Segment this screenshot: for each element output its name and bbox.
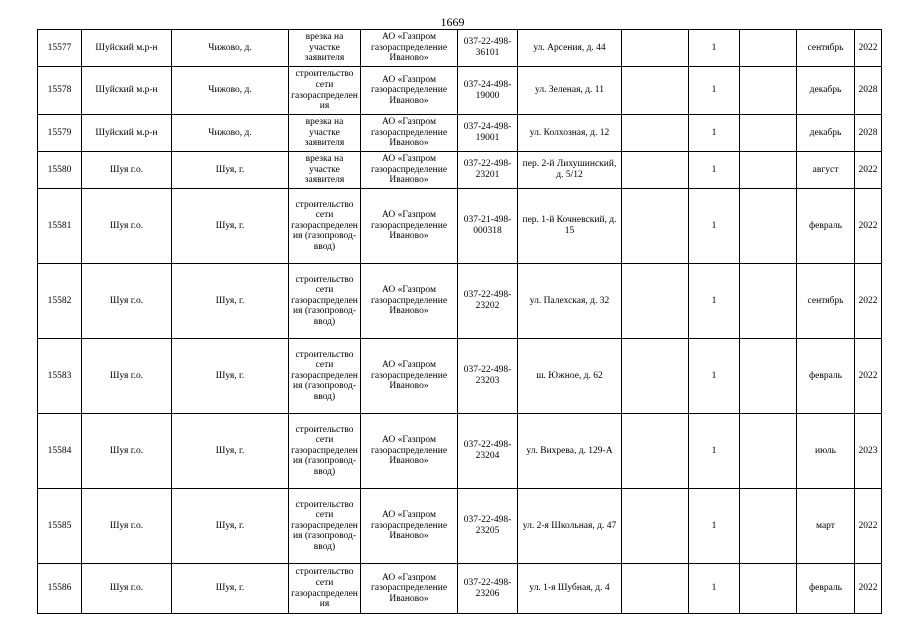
row-number: 15580 xyxy=(38,152,82,189)
row-number: 15585 xyxy=(38,489,82,564)
address-cell: ул. Палехская, д. 32 xyxy=(518,264,622,339)
empty-cell xyxy=(622,152,689,189)
registry-table xyxy=(37,29,882,614)
work-type-cell: строительство сети газораспределения (газопровод-ввод) xyxy=(289,264,361,339)
work-type-cell: строительство сети газораспределения xyxy=(289,564,361,614)
address-cell: ул. Арсения, д. 44 xyxy=(518,30,622,67)
locality-cell: Шуя, г. xyxy=(172,339,289,414)
month-cell: сентябрь xyxy=(797,264,855,339)
locality-cell: Шуя, г. xyxy=(172,414,289,489)
locality-cell: Шуя, г. xyxy=(172,564,289,614)
table-row xyxy=(38,67,882,115)
empty-cell xyxy=(622,30,689,67)
empty-cell xyxy=(740,67,797,115)
row-number: 15586 xyxy=(38,564,82,614)
year-cell: 2023 xyxy=(855,414,882,489)
empty-cell xyxy=(740,489,797,564)
empty-cell xyxy=(740,189,797,264)
year-cell: 2022 xyxy=(855,152,882,189)
address-cell: ул. Вихрева, д. 129-А xyxy=(518,414,622,489)
empty-cell xyxy=(740,339,797,414)
table-row xyxy=(38,414,882,489)
row-number: 15583 xyxy=(38,339,82,414)
address-cell: ш. Южное, д. 62 xyxy=(518,339,622,414)
code-cell: 037-24-498-19000 xyxy=(458,67,518,115)
table-row xyxy=(38,564,882,614)
month-cell: декабрь xyxy=(797,115,855,152)
organization-cell: АО «Газпром газораспределение Иваново» xyxy=(361,30,458,67)
district-cell: Шуя г.о. xyxy=(82,414,172,489)
year-cell: 2028 xyxy=(855,67,882,115)
page-number: 1669 xyxy=(440,15,465,29)
empty-cell xyxy=(622,414,689,489)
code-cell: 037-21-498-000318 xyxy=(458,189,518,264)
work-type-cell: врезка на участке заявителя xyxy=(289,152,361,189)
year-cell: 2028 xyxy=(855,115,882,152)
address-cell: пер. 2-й Лихушинский, д. 5/12 xyxy=(518,152,622,189)
district-cell: Шуя г.о. xyxy=(82,489,172,564)
code-cell: 037-22-498-23203 xyxy=(458,339,518,414)
code-cell: 037-22-498-23206 xyxy=(458,564,518,614)
locality-cell: Шуя, г. xyxy=(172,489,289,564)
code-cell: 037-22-498-36101 xyxy=(458,30,518,67)
row-number: 15584 xyxy=(38,414,82,489)
address-cell: ул. 1-я Шубная, д. 4 xyxy=(518,564,622,614)
empty-cell xyxy=(740,30,797,67)
district-cell: Шуя г.о. xyxy=(82,189,172,264)
district-cell: Шуя г.о. xyxy=(82,564,172,614)
address-cell: ул. Колхозная, д. 12 xyxy=(518,115,622,152)
row-number: 15579 xyxy=(38,115,82,152)
work-type-cell: врезка на участке заявителя xyxy=(289,30,361,67)
table-body xyxy=(38,30,882,614)
district-cell: Шуя г.о. xyxy=(82,264,172,339)
organization-cell: АО «Газпром газораспределение Иваново» xyxy=(361,67,458,115)
organization-cell: АО «Газпром газораспределение Иваново» xyxy=(361,152,458,189)
year-cell: 2022 xyxy=(855,264,882,339)
table-row xyxy=(38,264,882,339)
empty-cell xyxy=(740,414,797,489)
quantity-cell: 1 xyxy=(689,414,740,489)
quantity-cell: 1 xyxy=(689,189,740,264)
code-cell: 037-22-498-23204 xyxy=(458,414,518,489)
locality-cell: Шуя, г. xyxy=(172,189,289,264)
row-number: 15577 xyxy=(38,30,82,67)
table-row xyxy=(38,339,882,414)
month-cell: февраль xyxy=(797,189,855,264)
code-cell: 037-22-498-23205 xyxy=(458,489,518,564)
work-type-cell: строительство сети газораспределения (газопровод-ввод) xyxy=(289,414,361,489)
locality-cell: Шуя, г. xyxy=(172,264,289,339)
organization-cell: АО «Газпром газораспределение Иваново» xyxy=(361,264,458,339)
work-type-cell: строительство сети газораспределения (газопровод-ввод) xyxy=(289,489,361,564)
month-cell: июль xyxy=(797,414,855,489)
organization-cell: АО «Газпром газораспределение Иваново» xyxy=(361,115,458,152)
locality-cell: Шуя, г. xyxy=(172,152,289,189)
year-cell: 2022 xyxy=(855,189,882,264)
month-cell: февраль xyxy=(797,564,855,614)
work-type-cell: строительство сети газораспределения (газопровод-ввод) xyxy=(289,189,361,264)
district-cell: Шуйский м.р-н xyxy=(82,30,172,67)
quantity-cell: 1 xyxy=(689,67,740,115)
organization-cell: АО «Газпром газораспределение Иваново» xyxy=(361,339,458,414)
empty-cell xyxy=(622,115,689,152)
organization-cell: АО «Газпром газораспределение Иваново» xyxy=(361,189,458,264)
month-cell: сентябрь xyxy=(797,30,855,67)
organization-cell: АО «Газпром газораспределение Иваново» xyxy=(361,414,458,489)
quantity-cell: 1 xyxy=(689,264,740,339)
empty-cell xyxy=(622,339,689,414)
district-cell: Шуйский м.р-н xyxy=(82,115,172,152)
district-cell: Шуя г.о. xyxy=(82,152,172,189)
quantity-cell: 1 xyxy=(689,115,740,152)
empty-cell xyxy=(622,564,689,614)
quantity-cell: 1 xyxy=(689,339,740,414)
empty-cell xyxy=(622,67,689,115)
quantity-cell: 1 xyxy=(689,564,740,614)
locality-cell: Чижово, д. xyxy=(172,67,289,115)
work-type-cell: строительство сети газораспределения xyxy=(289,67,361,115)
address-cell: ул. 2-я Школьная, д. 47 xyxy=(518,489,622,564)
address-cell: ул. Зеленая, д. 11 xyxy=(518,67,622,115)
row-number: 15582 xyxy=(38,264,82,339)
row-number: 15578 xyxy=(38,67,82,115)
table-row xyxy=(38,30,882,67)
row-number: 15581 xyxy=(38,189,82,264)
code-cell: 037-22-498-23201 xyxy=(458,152,518,189)
month-cell: февраль xyxy=(797,339,855,414)
empty-cell xyxy=(622,264,689,339)
year-cell: 2022 xyxy=(855,489,882,564)
table-row xyxy=(38,115,882,152)
month-cell: декабрь xyxy=(797,67,855,115)
quantity-cell: 1 xyxy=(689,489,740,564)
work-type-cell: врезка на участке заявителя xyxy=(289,115,361,152)
empty-cell xyxy=(740,152,797,189)
year-cell: 2022 xyxy=(855,564,882,614)
locality-cell: Чижово, д. xyxy=(172,30,289,67)
year-cell: 2022 xyxy=(855,339,882,414)
table-row xyxy=(38,189,882,264)
empty-cell xyxy=(740,264,797,339)
work-type-cell: строительство сети газораспределения (газопровод-ввод) xyxy=(289,339,361,414)
year-cell: 2022 xyxy=(855,30,882,67)
empty-cell xyxy=(622,189,689,264)
quantity-cell: 1 xyxy=(689,30,740,67)
table-row xyxy=(38,489,882,564)
organization-cell: АО «Газпром газораспределение Иваново» xyxy=(361,564,458,614)
month-cell: март xyxy=(797,489,855,564)
code-cell: 037-24-498-19001 xyxy=(458,115,518,152)
code-cell: 037-22-498-23202 xyxy=(458,264,518,339)
address-cell: пер. 1-й Кочневский, д. 15 xyxy=(518,189,622,264)
empty-cell xyxy=(622,489,689,564)
table-row xyxy=(38,152,882,189)
locality-cell: Чижово, д. xyxy=(172,115,289,152)
district-cell: Шуя г.о. xyxy=(82,339,172,414)
empty-cell xyxy=(740,115,797,152)
organization-cell: АО «Газпром газораспределение Иваново» xyxy=(361,489,458,564)
district-cell: Шуйский м.р-н xyxy=(82,67,172,115)
month-cell: август xyxy=(797,152,855,189)
quantity-cell: 1 xyxy=(689,152,740,189)
empty-cell xyxy=(740,564,797,614)
